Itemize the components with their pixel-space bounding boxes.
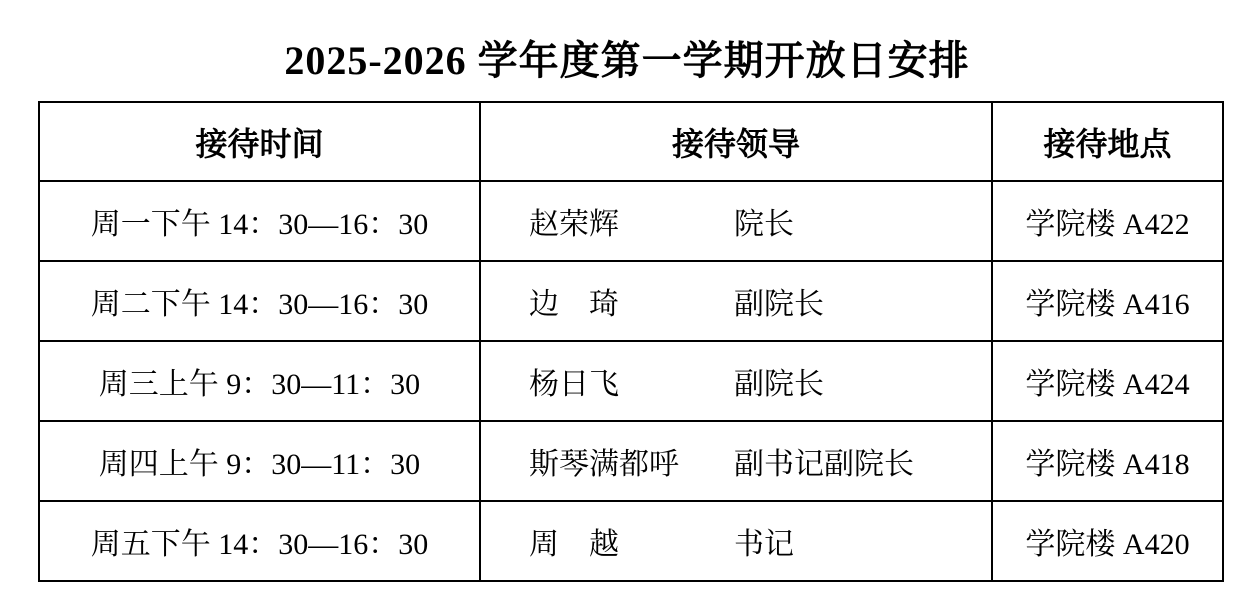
cell-leader bbox=[480, 341, 992, 421]
open-day-schedule-table bbox=[38, 101, 1224, 582]
cell-time: 周四上午 9：30—11：30 bbox=[39, 421, 480, 501]
cell-time: 周二下午 14：30—16：30 bbox=[39, 261, 480, 341]
leader-name: 斯琴满都呼 bbox=[529, 448, 679, 481]
table-row bbox=[39, 341, 1223, 421]
cell-location: 学院楼 A424 bbox=[992, 341, 1223, 421]
leader-name: 杨日飞 bbox=[529, 368, 619, 401]
cell-location: 学院楼 A418 bbox=[992, 421, 1223, 501]
table-row bbox=[39, 181, 1223, 261]
cell-leader bbox=[480, 261, 992, 341]
cell-leader bbox=[480, 181, 992, 261]
cell-time: 周五下午 14：30—16：30 bbox=[39, 501, 480, 581]
cell-leader bbox=[480, 501, 992, 581]
leader-name: 周 越 bbox=[529, 528, 619, 561]
header-reception-time: 接待时间 bbox=[39, 102, 480, 181]
cell-location: 学院楼 A416 bbox=[992, 261, 1223, 341]
cell-time: 周一下午 14：30—16：30 bbox=[39, 181, 480, 261]
table-header-row bbox=[39, 102, 1223, 181]
table-row bbox=[39, 421, 1223, 501]
leader-name: 赵荣辉 bbox=[529, 208, 619, 241]
cell-leader bbox=[480, 421, 992, 501]
header-reception-location: 接待地点 bbox=[992, 102, 1223, 181]
leader-title: 副院长 bbox=[734, 368, 824, 401]
leader-name: 边 琦 bbox=[529, 288, 619, 321]
cell-location: 学院楼 A420 bbox=[992, 501, 1223, 581]
page-title: 2025-2026 学年度第一学期开放日安排 bbox=[284, 38, 970, 83]
leader-title: 副院长 bbox=[734, 288, 824, 321]
leader-title: 院长 bbox=[734, 208, 794, 241]
leader-title: 副书记副院长 bbox=[734, 448, 914, 481]
cell-location: 学院楼 A422 bbox=[992, 181, 1223, 261]
cell-time: 周三上午 9：30—11：30 bbox=[39, 341, 480, 421]
table-row bbox=[39, 501, 1223, 581]
header-reception-leader: 接待领导 bbox=[480, 102, 992, 181]
table-row bbox=[39, 261, 1223, 341]
leader-title: 书记 bbox=[734, 528, 794, 561]
